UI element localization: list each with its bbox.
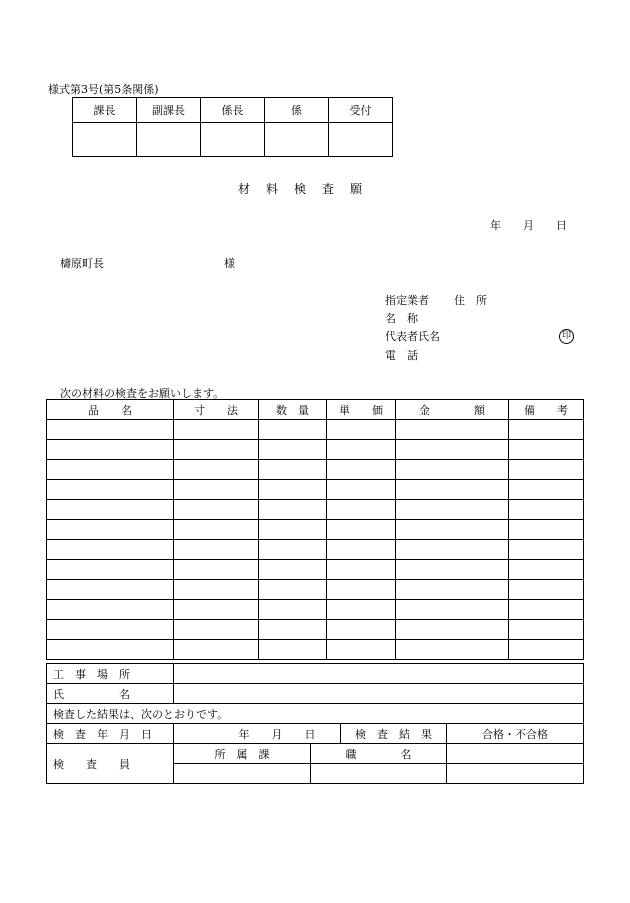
site-label: 工 事 場 所 <box>53 667 130 681</box>
table-cell[interactable] <box>47 640 174 660</box>
phone-label: 電 話 <box>385 349 418 362</box>
honorific: 様 <box>224 257 235 270</box>
table-cell[interactable] <box>396 540 509 560</box>
table-cell[interactable] <box>47 580 174 600</box>
approval-stamp-cell[interactable] <box>137 123 201 157</box>
table-cell[interactable] <box>174 420 259 440</box>
approval-stamp-cell[interactable] <box>265 123 329 157</box>
table-cell[interactable] <box>327 600 396 620</box>
table-cell[interactable] <box>509 620 584 640</box>
approval-header: 受付 <box>329 98 393 123</box>
department-label: 所 属 課 <box>174 744 311 764</box>
column-header: 品 名 <box>47 400 174 420</box>
approval-stamp-table <box>72 97 393 157</box>
table-cell[interactable] <box>47 540 174 560</box>
table-cell[interactable] <box>259 560 327 580</box>
approval-header: 課長 <box>73 98 137 123</box>
name-label: 氏 名 <box>53 687 130 701</box>
table-cell[interactable] <box>509 500 584 520</box>
table-cell[interactable] <box>259 480 327 500</box>
table-cell[interactable] <box>396 520 509 540</box>
table-cell[interactable] <box>47 480 174 500</box>
result-text: 検査した結果は、次のとおりです。 <box>47 704 584 724</box>
table-cell[interactable] <box>327 560 396 580</box>
inspector-blank[interactable] <box>447 744 584 764</box>
table-cell[interactable] <box>396 440 509 460</box>
table-cell[interactable] <box>509 480 584 500</box>
table-cell[interactable] <box>327 460 396 480</box>
table-cell[interactable] <box>259 440 327 460</box>
table-cell[interactable] <box>396 580 509 600</box>
table-cell[interactable] <box>509 440 584 460</box>
table-row <box>47 560 584 580</box>
table-cell[interactable] <box>396 620 509 640</box>
inspector-blank[interactable] <box>447 764 584 784</box>
seal-icon: 印 <box>559 328 574 344</box>
table-cell[interactable] <box>509 560 584 580</box>
table-cell[interactable] <box>327 480 396 500</box>
approval-header: 係 <box>265 98 329 123</box>
inspection-result-value[interactable]: 合格・不合格 <box>447 724 584 744</box>
table-row <box>47 540 584 560</box>
table-cell[interactable] <box>259 620 327 640</box>
department-input[interactable] <box>174 764 311 784</box>
table-cell[interactable] <box>327 500 396 520</box>
table-row <box>47 640 584 660</box>
materials-table <box>46 399 584 660</box>
table-cell[interactable] <box>174 640 259 660</box>
inspection-date-label: 検 査 年 月 日 <box>47 724 174 744</box>
table-cell[interactable] <box>396 460 509 480</box>
table-cell[interactable] <box>174 440 259 460</box>
table-cell[interactable] <box>174 500 259 520</box>
table-cell[interactable] <box>174 480 259 500</box>
name-label-cell <box>47 684 174 704</box>
table-cell[interactable] <box>509 520 584 540</box>
site-input[interactable] <box>174 664 584 684</box>
site-label-cell <box>47 664 174 684</box>
table-cell[interactable] <box>174 600 259 620</box>
table-cell[interactable] <box>396 640 509 660</box>
table-cell[interactable] <box>327 420 396 440</box>
table-cell[interactable] <box>509 460 584 480</box>
table-cell[interactable] <box>259 420 327 440</box>
table-cell[interactable] <box>327 620 396 640</box>
table-cell[interactable] <box>259 460 327 480</box>
column-header: 寸 法 <box>174 400 259 420</box>
approval-header: 副課長 <box>137 98 201 123</box>
table-cell[interactable] <box>509 580 584 600</box>
job-title-label: 職 名 <box>311 744 447 764</box>
table-row <box>47 440 584 460</box>
table-cell[interactable] <box>396 560 509 580</box>
table-row <box>47 460 584 480</box>
table-row <box>47 480 584 500</box>
page-title: 材 料 検 査 願 <box>238 182 365 196</box>
table-cell[interactable] <box>47 560 174 580</box>
table-cell[interactable] <box>174 580 259 600</box>
table-row <box>47 420 584 440</box>
table-cell[interactable] <box>259 580 327 600</box>
table-cell[interactable] <box>259 520 327 540</box>
approval-stamp-cell[interactable] <box>73 123 137 157</box>
table-cell[interactable] <box>259 540 327 560</box>
table-row <box>47 500 584 520</box>
table-cell[interactable] <box>259 640 327 660</box>
table-cell[interactable] <box>47 620 174 640</box>
table-cell[interactable] <box>327 440 396 460</box>
table-cell[interactable] <box>396 600 509 620</box>
table-cell[interactable] <box>47 440 174 460</box>
table-row <box>47 520 584 540</box>
table-cell[interactable] <box>47 460 174 480</box>
table-cell[interactable] <box>47 600 174 620</box>
table-cell[interactable] <box>327 520 396 540</box>
table-row <box>47 600 584 620</box>
approval-header: 係長 <box>201 98 265 123</box>
applicant-label: 指定業者 <box>385 294 429 307</box>
table-row <box>47 580 584 600</box>
date-line[interactable]: 年 月 日 <box>490 219 567 232</box>
table-cell[interactable] <box>174 520 259 540</box>
form-number: 様式第3号(第5条関係) <box>48 83 159 96</box>
table-cell[interactable] <box>259 600 327 620</box>
table-cell[interactable] <box>396 420 509 440</box>
table-cell[interactable] <box>174 540 259 560</box>
name-input[interactable] <box>174 684 584 704</box>
column-header: 単 価 <box>327 400 396 420</box>
table-cell[interactable] <box>47 420 174 440</box>
table-cell[interactable] <box>327 580 396 600</box>
approval-stamp-cell[interactable] <box>329 123 393 157</box>
table-cell[interactable] <box>396 480 509 500</box>
representative-label: 代表者氏名 <box>385 330 440 343</box>
table-cell[interactable] <box>259 500 327 520</box>
site-name-table <box>46 663 584 724</box>
table-cell[interactable] <box>509 420 584 440</box>
table-cell[interactable] <box>174 460 259 480</box>
inspector-label: 検 査 員 <box>47 744 174 784</box>
approval-stamp-cell[interactable] <box>201 123 265 157</box>
table-cell[interactable] <box>174 620 259 640</box>
company-name-label: 名 称 <box>385 312 418 325</box>
column-header: 数 量 <box>259 400 327 420</box>
table-cell[interactable] <box>509 540 584 560</box>
column-header: 金 額 <box>396 400 509 420</box>
table-cell[interactable] <box>327 540 396 560</box>
table-cell[interactable] <box>174 560 259 580</box>
addressee: 檮原町長 <box>60 257 104 270</box>
request-text: 次の材料の検査をお願いします。 <box>60 387 225 400</box>
inspection-result-label: 検 査 結 果 <box>341 724 447 744</box>
inspection-date-value[interactable]: 年 月 日 <box>174 724 341 744</box>
table-cell[interactable] <box>509 600 584 620</box>
inspection-table <box>46 723 584 784</box>
table-cell[interactable] <box>396 500 509 520</box>
table-cell[interactable] <box>509 640 584 660</box>
table-cell[interactable] <box>47 500 174 520</box>
job-title-input[interactable] <box>311 764 447 784</box>
table-row <box>47 620 584 640</box>
table-cell[interactable] <box>47 520 174 540</box>
address-label: 住 所 <box>454 294 487 307</box>
table-cell[interactable] <box>327 640 396 660</box>
column-header: 備 考 <box>509 400 584 420</box>
